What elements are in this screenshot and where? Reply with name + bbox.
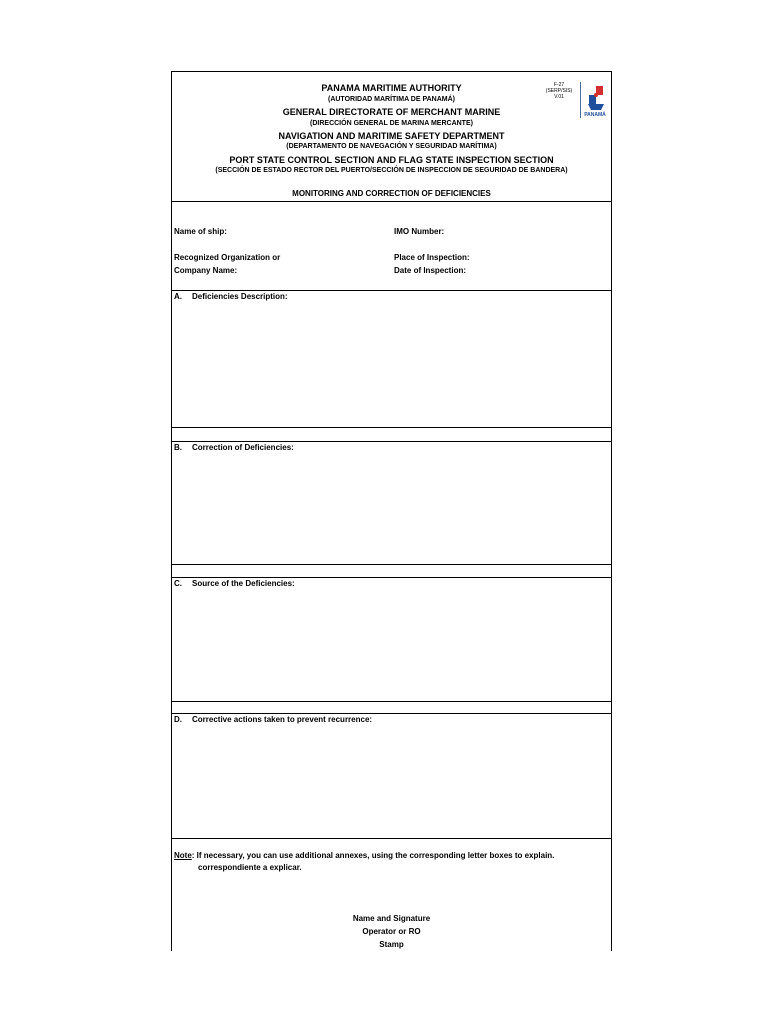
form-code-version: V.01	[554, 94, 564, 100]
divider	[172, 290, 611, 291]
name-of-ship-label: Name of ship:	[174, 227, 227, 236]
divider	[172, 713, 611, 714]
divider	[172, 441, 611, 442]
divider	[172, 838, 611, 839]
section-b-label: Correction of Deficiencies:	[192, 443, 294, 452]
divider	[172, 577, 611, 578]
form-code-ref: (SERP/SIS)	[545, 88, 573, 94]
note-line2: correspondiente a explicar.	[198, 863, 302, 872]
section-a-label: Deficiencies Description:	[192, 292, 288, 301]
signature-stamp-label: Stamp	[379, 940, 404, 949]
signature-operator-label: Operator or RO	[362, 927, 421, 936]
section-a-letter: A.	[174, 292, 182, 301]
company-name-label: Company Name:	[174, 266, 238, 275]
form-code-number: F-27	[553, 82, 565, 88]
divider	[172, 201, 611, 202]
section-b-letter: B.	[174, 443, 182, 452]
section-c-label: Source of the Deficiencies:	[192, 579, 295, 588]
form-code	[539, 82, 579, 100]
divider	[172, 427, 611, 428]
note-label: Note	[174, 851, 192, 860]
panama-maritime-logo-icon	[580, 82, 610, 120]
form-container	[171, 71, 612, 951]
department-title-es: (DEPARTAMENTO DE NAVEGACIÓN Y SEGURIDAD MARÍTIMA)	[286, 143, 497, 150]
directorate-title-en: GENERAL DIRECTORATE OF MERCHANT MARINE	[282, 107, 501, 117]
directorate-title-es: (DIRECCIÓN GENERAL DE MARINA MERCANTE)	[310, 120, 473, 127]
divider	[172, 701, 611, 702]
recognized-org-label: Recognized Organization or	[174, 253, 281, 262]
note-text	[174, 851, 554, 860]
signature-name-label: Name and Signature	[352, 914, 431, 923]
org-title-es: (AUTORIDAD MARÍTIMA DE PANAMÁ)	[327, 96, 456, 103]
divider	[172, 564, 611, 565]
logo-caption: PANAMÁ	[584, 112, 606, 118]
date-of-inspection-label: Date of Inspection:	[394, 266, 467, 275]
section-c-letter: C.	[174, 579, 182, 588]
section-d-label: Corrective actions taken to prevent recurrence:	[192, 715, 373, 724]
department-title-en: NAVIGATION AND MARITIME SAFETY DEPARTMENT	[278, 131, 505, 141]
section-title-en: PORT STATE CONTROL SECTION AND FLAG STATE INSPECTION SECTION	[229, 155, 554, 165]
imo-number-label: IMO Number:	[394, 227, 445, 236]
org-title-en: PANAMA MARITIME AUTHORITY	[321, 83, 462, 93]
form-title: MONITORING AND CORRECTION OF DEFICIENCIES	[292, 189, 491, 198]
section-title-es: (SECCIÓN DE ESTADO RECTOR DEL PUERTO/SECCIÓN DE INSPECCION DE SEGURIDAD DE BANDERA)	[215, 167, 568, 174]
place-of-inspection-label: Place of Inspection:	[394, 253, 470, 262]
section-d-letter: D.	[174, 715, 182, 724]
note-line1: : If necessary, you can use additional annexes, using the corresponding letter boxes to explain.	[191, 851, 555, 860]
